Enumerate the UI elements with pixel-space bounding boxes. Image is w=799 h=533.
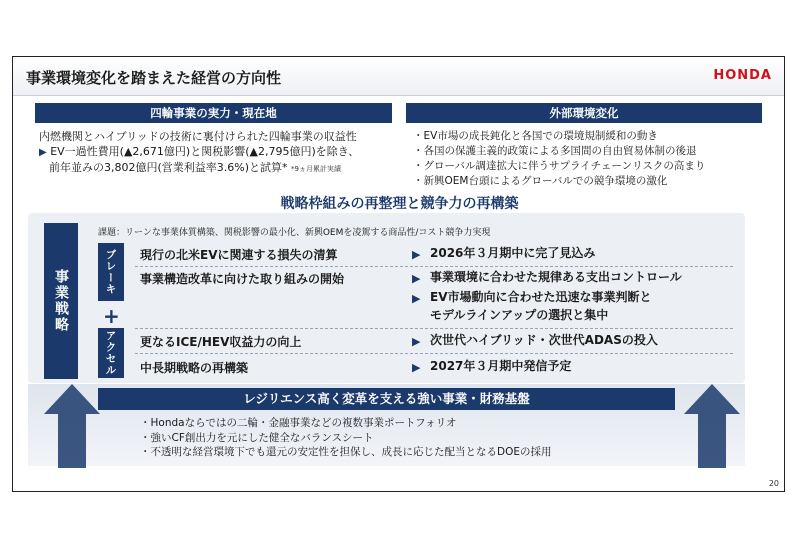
strategy-result: 2027年３月期中発信予定 <box>430 359 572 373</box>
foundation-list <box>140 416 551 460</box>
list-item: ・不透明な経営環境下でも還元の安定性を担保し、成長に応じた配当となるDOEの採用 <box>140 446 552 458</box>
foundation-title: レジリエンス高く変革を支える強い事業・財務基盤 <box>98 388 675 410</box>
kadai-text: 課題：リーンな事業体質構築、関税影響の最小化、新興OEMを凌駕する商品性/コスト競争力実現 <box>98 228 491 238</box>
page-number: 20 <box>768 479 779 488</box>
divider <box>135 328 733 329</box>
right-panel-list <box>413 129 705 189</box>
list-item: ・新興OEM台頭によるグローバルでの競争環境の激化 <box>413 175 668 187</box>
strategy-result: EV市場動向に合わせた迅速な事業判断と <box>430 290 652 304</box>
list-item: ・Hondaならではの二輪・金融事業などの複数事業ポートフォリオ <box>140 417 457 429</box>
left-panel-header: 四輪事業の実力・現在地 <box>35 103 392 123</box>
left-panel-text <box>39 129 359 177</box>
strategy-result: 2026年３月期中に完了見込み <box>430 246 596 260</box>
up-arrow-icon <box>42 382 102 470</box>
strategy-item: 更なるICE/HEV収益力の向上 <box>140 335 302 349</box>
left-line-1: 内燃機関とハイブリッドの技術に裏付けられた四輪事業の収益性 <box>39 130 357 143</box>
accel-tab: アクセル <box>98 328 124 378</box>
page-title: 事業環境変化を踏まえた経営の方向性 <box>26 69 282 87</box>
business-strategy-label: 事業戦略 <box>44 223 78 379</box>
arrow-right-icon: ▶ <box>412 292 421 305</box>
list-item: ・各国の保護主義的政策による多国間の自由貿易体制の後退 <box>413 145 697 157</box>
divider <box>135 353 733 354</box>
up-arrow-icon <box>682 382 742 470</box>
strategy-result: モデルラインアップの選択と集中 <box>430 308 609 322</box>
footnote: *9ヵ月累計実績 <box>291 165 341 173</box>
strategy-subtitle: 戦略枠組みの再整理と競争力の再構築 <box>280 196 519 212</box>
honda-logo: HONDA <box>713 68 772 83</box>
list-item: ・グローバル調達拡大に伴うサプライチェーンリスクの高まり <box>413 160 706 172</box>
divider <box>135 266 733 267</box>
brake-tab: ブレーキ <box>98 243 124 301</box>
list-item: ・強いCF創出力を元にした健全なバランスシート <box>140 431 374 444</box>
arrow-right-icon: ▶ <box>412 248 421 261</box>
left-line-3: 前年並みの3,802億円(営業利益率3.6%)と試算* <box>49 161 288 174</box>
list-item: ・EV市場の成長鈍化と各国での環境規制緩和の動き <box>413 130 658 142</box>
strategy-item: 中長期戦略の再構築 <box>140 361 249 375</box>
strategy-result: 事業環境に合わせた規律ある支出コントロール <box>430 270 682 284</box>
strategy-result: 次世代ハイブリッド・次世代ADASの投入 <box>430 333 658 347</box>
arrow-right-icon: ▶ <box>412 335 421 348</box>
plus-sign: + <box>103 304 120 328</box>
arrow-right-icon: ▶ <box>412 272 421 285</box>
right-panel-header: 外部環境変化 <box>406 103 762 123</box>
strategy-item: 現行の北米EVに関連する損失の清算 <box>140 248 338 262</box>
arrow-right-icon: ▶ <box>412 361 421 374</box>
triangle-right-icon: ▶ <box>39 147 47 158</box>
left-line-2: EV一過性費用(▲2,671億円)と関税影響(▲2,795億円)を除き、 <box>50 145 360 158</box>
strategy-item: 事業構造改革に向けた取り組みの開始 <box>140 272 345 286</box>
title-bar <box>13 57 784 96</box>
